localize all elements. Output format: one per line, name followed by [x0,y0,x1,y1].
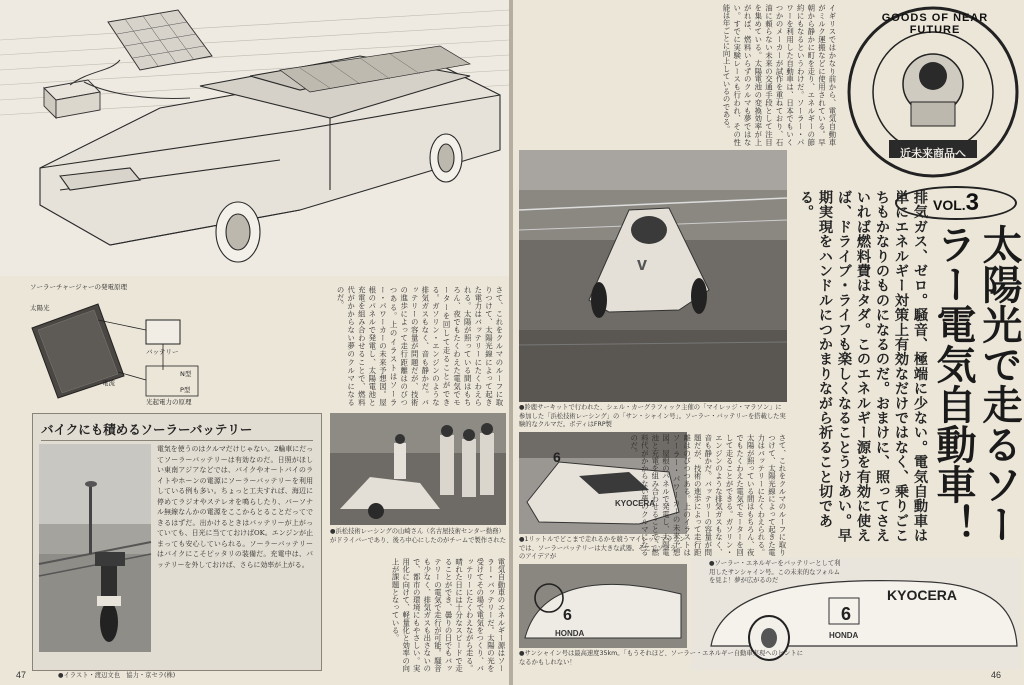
kyocera-logo: KYOCERA [887,587,958,603]
left-page [0,0,509,685]
front-photo-caption: ●サンシャイン号は最高速度35km。「もうそれほど、ソーラー・エネルギー自動車実現へのヒントになるかもしれない！ [519,650,804,666]
front-car-photo [519,564,687,648]
volume-label-text: VOL. [932,197,966,213]
diagram-label-caption: 光起電力の原理 [146,398,192,406]
diagram-label-current: 電流 [102,379,115,387]
left-folio: 47 [16,670,27,680]
race-photo [519,150,787,402]
honda-logo: HONDA [829,631,859,640]
badge-subtitle: 近未来商品へ [900,147,966,160]
diagram-title: ソーラーチャージャーの発電原理 [30,283,128,291]
series-badge [845,4,1021,180]
front-car-number: 6 [563,607,572,624]
right-top-text: イギリスではかなり前から、電気自動車がミルク運搬などに使用されている。早朝から静かに町を走り、エネルギーの節約にもなるというわけだ。ソーラー・パワーを利用した自動車は、日本でもいくつかのメーカーが試作を重ねており、石油に頼らない未来の交通手段として注目を集めている。太陽電池の変換効率が上がれば、燃料いらずのクルマも夢ではない。すでに実験レースも行われ、その性能は年ごとに向上しているのである。 [722,4,837,146]
bike-section [32,413,322,671]
diagram-label-n: N型 [180,370,192,378]
badge-title: GOODS OF NEAR FUTURE [881,12,989,36]
kyocera-car-number: 6 [841,604,852,624]
right-middle-text: さて、これをクルマのルーフに取りつけて、太陽光線によって起きた電力はバッテリーにたくわえられる。太陽が照っている間はもちろん、夜でもたくわえた電気でモーターを回して走ることができる。ガソリン・エンジンのような排気ガスもなく、音も静かだ。バッテリーの容量が問題だが、技術の進歩によって走行距離はのびつつある。上のイラストはソーラー・パワーカーの未来予想図。屋根のパネルで発電し、太陽電池と充電を組み合わせることで、燃料代がかからない夢のクルマになるのだ。 [629,434,787,556]
race-photo-caption: ●鈴鹿サーキットで行われた、シェル・カーグラフィック主催の「マイレッジ・マラソン」に参加した「浜松技術レーシング」の「サン・シャイン号」。ソーラー・バッテリーを搭載した実験的なクルマだ。ボディはFRP製 [519,404,786,429]
bike-section-title: バイクにも積めるソーラーバッテリー [41,420,313,441]
bike-section-text: 電気を使うのはクルマだけじゃない。2輪車にだってソーラーバッテリーは有効なのだ。日照がほしい東南アジアなどでは、バイクやオートバイのライトやホーンの電源にソーラーバッテリーを利用している例も多い。ちょっと工夫すれば、海辺に停めてラジオやステレオを鳴らしたり、パーソナル無線なんかの電源をここからとることだってできるはずだ。出かけるときはバッテリーが上がっていても、日光に当てておけばOK。エンジンが止まっても安心していられる。ソーラーバッテリーはバイクにこそピッタリの装備だ。充電中は、バッテリーを外しておけば、さらに効率が上がる。 [157,445,313,569]
right-page [513,0,1024,685]
team-photo-caption: ●浜松技術レーシングの山崎さん（名古屋技術センター勤務）がドライバーであり、後ろ中心にしたのがチームで製作された [330,528,506,544]
solar-charger-diagram [28,280,218,406]
kyocera-photo-caption: ●ソーラー・エネルギーをバッテリーとして利用したサンシャイン号。この未来的なフォルムを見よ！夢が広がるのだ [709,560,841,585]
diagram-label-battery: バッテリー [146,348,179,356]
sun-car-kyocera: KYOCERA [615,499,656,508]
headline-line1: 太陽光で走るソー [976,224,1023,544]
lead-text: 排気ガス、ゼロ。騒音、極端に少ない。電気自動車は単にエネルギー対策上有効なだけではなく、乗りごこちもかなりのものになるのだ。おまけに、照ってさえいれば燃料費はタダ。このエネルギー源を有効に使えば、ドライブ・ライフも楽しくなることうけあい。早期実現をハンドルにつかまりながら祈ること切である。 [798,190,928,543]
solar-car-drawing [0,0,509,276]
volume-number: 3 [965,189,980,216]
svg-text:v: v [637,254,648,274]
sun-car-caption: ●1リットルでどこまで走れるかを競うマイレッジマラソンでは、ソーラーバッテリーは大きな武器。そこでソーラーのアイデアが [519,536,686,561]
right-folio: 46 [991,670,1002,680]
diagram-label-sunlight: 太陽光 [30,304,50,312]
left-bottom-text: 電気自動車のエネルギー源はソーラー・バッテリーだ。太陽の光を受けてその場で電気をつくり、バッテリーにたくわえながら走る。晴れた日には十分なスピードで走ることができ、曇りの日でもバッテリーの電気で走行が可能。騒音も少なく、排気ガスも出さないので、都市の環境にもやさしい。実用化に向けて、軽量化と効率の向上が課題となっている。 [391,558,506,672]
illustration-credit: ●イラスト・渡辺文也 協力・京セラ(株) [58,672,176,679]
solar-car-illustration [0,0,509,276]
front-honda-logo: HONDA [555,629,585,638]
diagram-label-p: P型 [180,386,191,394]
bike-photo [39,444,151,652]
team-photo [330,413,506,525]
sun-car-number: 6 [553,449,561,465]
headline-line2: ラー電気自動車！ [930,224,977,544]
left-body-text: さて、これをクルマのルーフに取りつけて、太陽光線によって起きた電力はバッテリーにたくわえられる。太陽が照っている間はもちろん、夜でもたくわえた電気でモーターを回して走ることができる。ガソリン・エンジンのような排気ガスもなく、音も静かだ。バッテリーの容量が問題だが、技術の進歩によって走行距離はのびつつある。上のイラストはソーラー・パワーカーの未来予想図。屋根のパネルで発電し、太陽電池と充電を組み合わせることで、燃料代がかからない夢のクルマになるのだ。 [336,286,504,406]
